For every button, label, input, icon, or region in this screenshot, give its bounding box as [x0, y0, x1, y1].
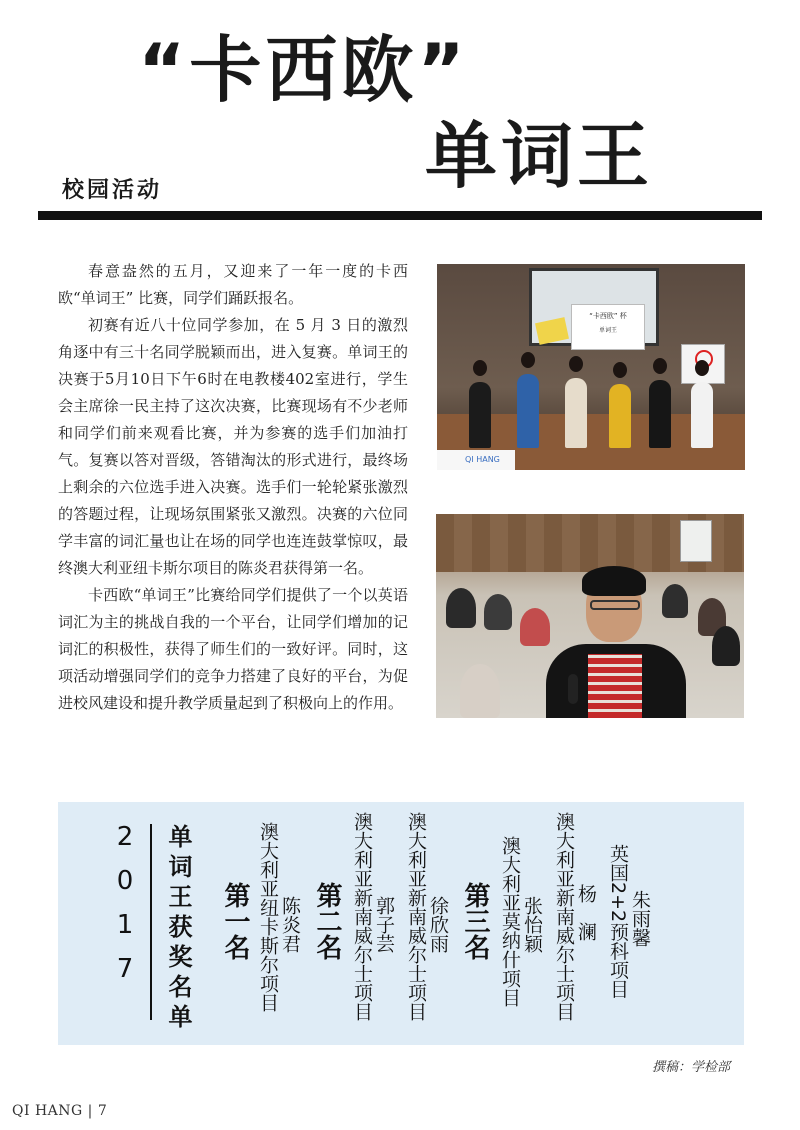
- article-paragraph: 春意盎然的五月，又迎来了一年一度的卡西欧“单词王” 比赛，同学们踊跃报名。: [58, 262, 408, 307]
- audience-student: [460, 664, 500, 718]
- wall-poster: [680, 520, 712, 562]
- slide-title: “卡西欧” 杯: [589, 312, 627, 320]
- contestant-shirt: [588, 654, 642, 718]
- winner-head: [653, 358, 667, 374]
- winner-name: 陈炎君: [279, 896, 301, 953]
- audience-student: [712, 626, 740, 666]
- audience-student: [520, 608, 550, 646]
- rank-first: 第一名: [220, 882, 250, 960]
- title-line-1: “卡西欧”: [138, 28, 469, 112]
- article-credit: 撰稿：学检部: [652, 1060, 731, 1075]
- winner-name: 徐欣雨: [427, 896, 449, 953]
- rank-third: 第三名: [460, 882, 490, 960]
- presentation-slide: [571, 304, 645, 350]
- header-divider: [38, 211, 762, 220]
- glasses-icon: [590, 600, 640, 610]
- winner-head: [569, 356, 583, 372]
- winners-divider: [150, 824, 152, 1020]
- winner-program: 澳大利亚莫纳什项目: [499, 836, 521, 1007]
- article-paragraph: 卡西欧“单词王”比赛给同学们提供了一个以英语词汇为主的挑战自我的一个平台，让同学们增加的记词汇的积极性，获得了师生们的一致好评。同时，这项活动增强同学们的竞争力搭建了良好的平台，为促进校风建设和提升教学质量起到了积极向上的作用。: [58, 586, 408, 712]
- winner-program: 澳大利亚新南威尔士项目: [405, 812, 427, 1021]
- audience-student: [484, 594, 512, 630]
- microphone-icon: [568, 674, 578, 704]
- slide-subtitle: 单词王: [598, 327, 617, 334]
- page-footer: QI HANG | 7: [12, 1103, 108, 1119]
- winner-program: 澳大利亚新南威尔士项目: [351, 812, 373, 1021]
- section-label: 校园活动: [62, 178, 163, 203]
- audience-student: [446, 588, 476, 628]
- winners-panel: [58, 802, 744, 1045]
- audience-student: [662, 584, 688, 618]
- title-line-2: 单词王: [425, 114, 654, 198]
- winner-figure: [691, 382, 713, 448]
- winner-figure: [649, 380, 671, 448]
- winner-figure: [565, 378, 587, 448]
- winner-name: 杨 澜: [575, 884, 597, 941]
- article-paragraph: 初赛有近八十位同学参加，在 5 月 3 日的激烈角逐中有三十名同学脱颖而出，进入复赛。单词王的决赛于5月10日下午6时在电教楼402室进行，学生会主席徐一民主持了这次决赛，比赛现场有不少老师和同学们前来观看比赛，并为参赛的选手们加油打气。复赛以答对晋级，答错淘汰的形式进行，最终场上剩余的六位选手进入决赛。选手们一轮轮紧张激烈的答题过程，让现场氛围紧张又激烈。决赛的六位同学丰富的词汇量也让在场的同学也连连鼓掌惊叹，最终澳大利亚纽卡斯尔项目的陈炎君获得第一名。: [58, 316, 408, 577]
- rank-second: 第二名: [312, 882, 342, 960]
- corner-banner: QI HANG: [437, 450, 515, 470]
- award-ceremony-photo: [437, 264, 745, 470]
- winner-program: 英国2+2预科项目: [607, 844, 629, 999]
- winner-head: [521, 352, 535, 368]
- winner-head: [473, 360, 487, 376]
- contestant-hair: [582, 566, 646, 596]
- winner-figure: [469, 382, 491, 448]
- winner-head: [695, 360, 709, 376]
- winner-name: 朱雨馨: [629, 890, 651, 947]
- classroom-contestant-photo: [436, 514, 744, 718]
- winner-head: [613, 362, 627, 378]
- winner-program: 澳大利亚新南威尔士项目: [553, 812, 575, 1021]
- winners-heading: 单词王获奖名单: [164, 824, 192, 1034]
- winner-figure: [609, 384, 631, 448]
- winner-name: 张怡颖: [521, 896, 543, 953]
- winner-figure: [517, 374, 539, 448]
- article-body: [58, 258, 408, 717]
- winner-program: 澳大利亚纽卡斯尔项目: [257, 822, 279, 1012]
- winner-name: 郭子芸: [373, 896, 395, 953]
- winners-year: 2017: [110, 822, 140, 998]
